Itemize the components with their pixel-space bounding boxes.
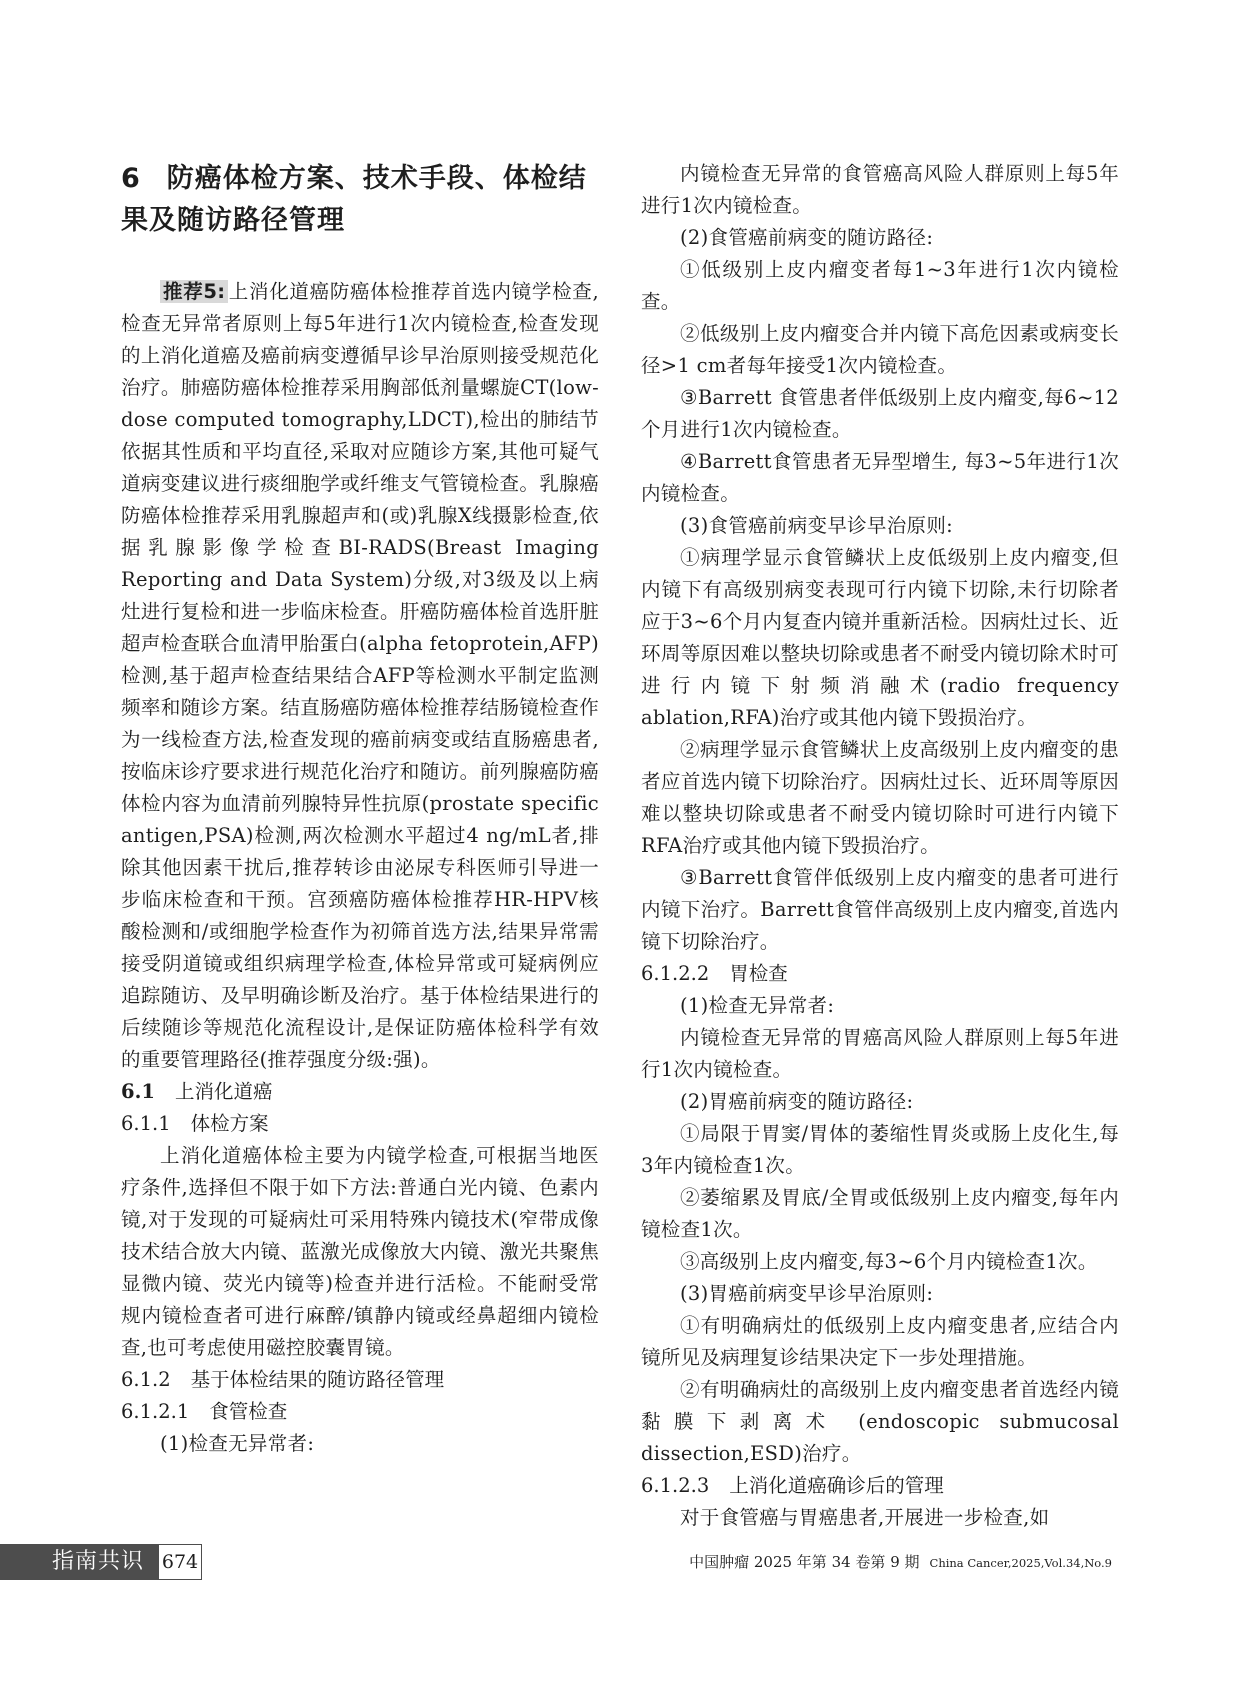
eso-follow-item: ①低级别上皮内瘤变者每1~3年进行1次内镜检查。	[641, 258, 1119, 313]
gas-follow-head: (2)胃癌前病变的随访路径:	[680, 1090, 914, 1113]
right-column	[641, 158, 1119, 1534]
gas-early-head: (3)胃癌前病变早诊早治原则:	[680, 1282, 934, 1305]
recommendation-tag: 推荐5:	[160, 280, 228, 303]
eso-early-item: ①病理学显示食管鳞状上皮低级别上皮内瘤变,但内镜下有高级别病变表现可行内镜下切除,未行切除者应于3~6个月内复查内镜并重新活检。因病灶过长、近环周等原因难以整块切除或患者不耐受内镜切除术时可进行内镜下射频消融术(radio frequency ablation,RFA)治疗或其他内镜下毁损治疗。	[641, 546, 1119, 729]
heading-text: 上消化道癌	[174, 1080, 273, 1103]
page-number: 674	[158, 1544, 202, 1580]
section-number: 6	[121, 163, 141, 194]
heading-text: 胃检查	[729, 962, 788, 985]
heading-6-1	[121, 1076, 599, 1108]
heading-6-1-1	[121, 1108, 599, 1140]
footer-section-tag: 指南共识	[0, 1544, 158, 1580]
eso-normal-text: 内镜检查无异常的食管癌高风险人群原则上每5年进行1次内镜检查。	[641, 162, 1119, 217]
heading-number: 6.1	[121, 1080, 155, 1103]
heading-number: 6.1.2.3	[641, 1474, 710, 1497]
heading-6-1-2-1	[121, 1396, 599, 1428]
heading-number: 6.1.2.1	[121, 1400, 190, 1423]
heading-6-1-2-2	[641, 958, 1119, 990]
heading-text: 体检方案	[190, 1112, 269, 1135]
post-diagnosis-paragraph: 对于食管癌与胃癌患者,开展进一步检查,如	[680, 1506, 1050, 1529]
gas-follow-item: ①局限于胃窦/胃体的萎缩性胃炎或肠上皮化生,每3年内镜检查1次。	[641, 1122, 1119, 1177]
section-title-text: 防癌体检方案、技术手段、体检结果及随访路径管理	[121, 163, 587, 236]
heading-text: 上消化道癌确诊后的管理	[729, 1474, 944, 1497]
gas-follow-item: ②萎缩累及胃底/全胃或低级别上皮内瘤变,每年内镜检查1次。	[641, 1186, 1119, 1241]
heading-6-1-2	[121, 1364, 599, 1396]
left-column	[121, 158, 599, 1460]
journal-en: China Cancer,2025,Vol.34,No.9	[929, 1556, 1112, 1570]
heading-text: 食管检查	[209, 1400, 288, 1423]
eso-early-item: ③Barrett食管伴低级别上皮内瘤变的患者可进行内镜下治疗。Barrett食管伴高级别上皮内瘤变,首选内镜下切除治疗。	[641, 866, 1119, 953]
gas-early-item: ②有明确病灶的高级别上皮内瘤变患者首选经内镜黏膜下剥离术 (endoscopic submucosal dissection,ESD)治疗。	[641, 1378, 1119, 1465]
heading-number: 6.1.2	[121, 1368, 171, 1391]
journal-cn: 中国肿瘤 2025 年第 34 卷第 9 期	[689, 1553, 920, 1571]
eso-early-head: (3)食管癌前病变早诊早治原则:	[680, 514, 953, 537]
recommendation-text: 上消化道癌防癌体检推荐首选内镜学检查,检查无异常者原则上每5年进行1次内镜检查,检查发现的上消化道癌及癌前病变遵循早诊早治原则接受规范化治疗。肺癌防癌体检推荐采用胸部低剂量螺旋CT(low-dose computed tomography,LDCT),检出的肺结节依据其性质和平均直径,采取对应随诊方案,其他可疑气道病变建议进行痰细胞学或纤维支气管镜检查。乳腺癌防癌体检推荐采用乳腺超声和(或)乳腺X线摄影检查,依据乳腺影像学检查BI-RADS(Breast Imaging Reporting and Data System)分级,对3级及以上病灶进行复检和进一步临床检查。肝癌防癌体检首选肝脏超声检查联合血清甲胎蛋白(alpha fetoprotein,AFP)检测,基于超声检查结果结合AFP等检测水平制定监测频率和随诊方案。结直肠癌防癌体检推荐结肠镜检查作为一线检查方法,检查发现的癌前病变或结直肠癌患者,按临床诊疗要求进行规范化治疗和随访。前列腺癌防癌体检内容为血清前列腺特异性抗原(prostate specific antigen,PSA)检测,两次检测水平超过4 ng/mL者,排除其他因素干扰后,推荐转诊由泌尿专科医师引导进一步临床检查和干预。宫颈癌防癌体检推荐HR-HPV核酸检测和/或细胞学检查作为初筛首选方法,结果异常需接受阴道镜或组织病理学检查,体检异常或可疑病例应追踪随访、及早明确诊断及治疗。基于体检结果进行的后续随诊等规范化流程设计,是保证防癌体检科学有效的重要管理路径(推荐强度分级:强)。	[121, 280, 599, 1071]
gas-follow-item: ③高级别上皮内瘤变,每3~6个月内镜检查1次。	[680, 1250, 1098, 1273]
heading-number: 6.1.1	[121, 1112, 171, 1135]
journal-info	[689, 1550, 1112, 1575]
heading-number: 6.1.2.2	[641, 962, 710, 985]
eso-follow-item: ④Barrett食管患者无异型增生, 每3~5年进行1次内镜检查。	[641, 450, 1119, 505]
section-title	[121, 158, 599, 242]
gas-normal-head: (1)检查无异常者:	[680, 994, 835, 1017]
eso-normal-head: (1)检查无异常者:	[160, 1432, 315, 1455]
exam-plan-paragraph: 上消化道癌体检主要为内镜学检查,可根据当地医疗条件,选择但不限于如下方法:普通白光内镜、色素内镜,对于发现的可疑病灶可采用特殊内镜技术(窄带成像技术结合放大内镜、蓝激光成像放大内镜、激光共聚焦显微内镜、荧光内镜等)检查并进行活检。不能耐受常规内镜检查者可进行麻醉/镇静内镜或经鼻超细内镜检查,也可考虑使用磁控胶囊胃镜。	[121, 1144, 599, 1359]
heading-6-1-2-3	[641, 1470, 1119, 1502]
eso-follow-item: ②低级别上皮内瘤变合并内镜下高危因素或病变长径>1 cm者每年接受1次内镜检查。	[641, 322, 1119, 377]
eso-early-item: ②病理学显示食管鳞状上皮高级别上皮内瘤变的患者应首选内镜下切除治疗。因病灶过长、近环周等原因难以整块切除或患者不耐受内镜切除时可进行内镜下RFA治疗或其他内镜下毁损治疗。	[641, 738, 1119, 857]
heading-text: 基于体检结果的随访路径管理	[190, 1368, 445, 1391]
eso-follow-head: (2)食管癌前病变的随访路径:	[680, 226, 934, 249]
gas-early-item: ①有明确病灶的低级别上皮内瘤变患者,应结合内镜所见及病理复诊结果决定下一步处理措施。	[641, 1314, 1119, 1369]
eso-follow-item: ③Barrett 食管患者伴低级别上皮内瘤变,每6~12个月进行1次内镜检查。	[641, 386, 1119, 441]
gas-normal-text: 内镜检查无异常的胃癌高风险人群原则上每5年进行1次内镜检查。	[641, 1026, 1119, 1081]
recommendation-paragraph	[121, 276, 599, 1076]
